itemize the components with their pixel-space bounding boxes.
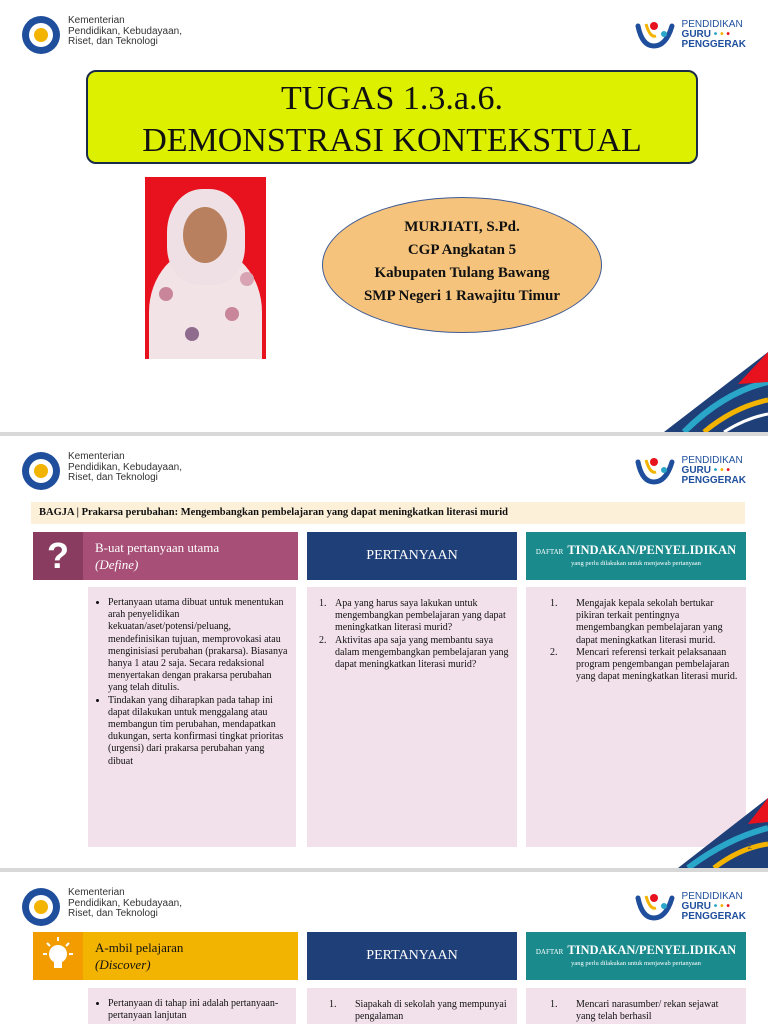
question-mark-icon	[33, 532, 83, 580]
pgp-line: PENDIDIKAN	[681, 455, 743, 466]
corner-decoration-icon	[678, 798, 768, 868]
slide-title	[0, 0, 768, 432]
kementerian-line: Kementerian	[68, 15, 125, 26]
pgp-line: PENGGERAK	[681, 39, 746, 50]
guidance-item: • Pertanyaan utama dibuat untuk menentukan arah penyelidikan kekuatan/aset/potensi/peluang, mendefinisikan tujuan, memprovokasi atau menginisiasi perubahan (prakarsa). Biasanya hanya 1 atau 2 saja. Secara redaksional menyertakan dengan prakarsa perubahan yang telah ditulis.	[108, 597, 290, 695]
action-item: 1. Mencari narasumber/ rekan sejawat yang telah berhasil	[560, 999, 738, 1023]
title-line-2: DEMONSTRASI KONTEKSTUAL	[142, 122, 642, 159]
action-header-big: TINDAKAN/PENYELIDIKAN	[567, 943, 737, 957]
kementerian-line: Pendidikan, Kebudayaan,	[68, 461, 182, 473]
define-subtitle: (Define)	[95, 557, 139, 572]
guru-penggerak-icon	[634, 454, 676, 488]
title-line-1: TUGAS 1.3.a.6.	[281, 80, 503, 117]
question-item: 2. Aktivitas apa saja yang membantu saya dalam mengembangkan pembelajaran yang dapat meningkatkan literasi murid?	[329, 635, 509, 672]
guru-penggerak-logo: PENDIDIKAN GURU • • • PENGGERAK	[634, 454, 746, 488]
action-header-sub: yang perlu dilakukan untuk menjawab pertanyaan	[571, 560, 701, 567]
guru-penggerak-icon	[634, 18, 676, 52]
slide-bagja-define	[0, 436, 768, 868]
title-box	[86, 70, 698, 164]
author-school: SMP Negeri 1 Rawajitu Timur	[363, 288, 561, 304]
question-cell	[307, 587, 517, 847]
tut-wuri-logo-icon	[22, 16, 60, 54]
pgp-line: PENGGERAK	[681, 475, 746, 486]
bagja-banner: BAGJA | Prakarsa perubahan: Mengembangkan pembelajaran yang dapat meningkatkan literasi murid	[31, 502, 745, 524]
action-header	[526, 932, 746, 980]
pgp-line: PENDIDIKAN	[681, 891, 743, 902]
lightbulb-icon	[33, 932, 83, 980]
author-info-ellipse	[322, 197, 602, 333]
pgp-line: GURU	[681, 465, 711, 476]
kementerian-line: Pendidikan, Kebudayaan,	[68, 25, 182, 37]
kementerian-header	[22, 888, 182, 926]
discover-guidance-cell	[88, 988, 296, 1024]
question-header: PERTANYAAN	[307, 932, 517, 980]
action-cell	[526, 988, 746, 1024]
pgp-line: PENDIDIKAN	[681, 19, 743, 30]
define-guidance-cell	[88, 587, 296, 847]
question-item: 1. Apa yang harus saya lakukan untuk mengembangkan pembelajaran yang dapat meningkatkan literasi murid?	[329, 598, 509, 635]
tut-wuri-logo-icon	[22, 888, 60, 926]
action-header-big: TINDAKAN/PENYELIDIKAN	[567, 543, 737, 557]
page-number: 2	[747, 842, 752, 851]
corner-decoration-icon	[664, 352, 768, 432]
question-mark-glyph: ?	[47, 535, 69, 576]
discover-header	[33, 932, 298, 980]
guru-penggerak-icon	[634, 890, 676, 924]
kementerian-header	[22, 452, 182, 490]
guidance-item: • Tindakan yang diharapkan pada tahap ini dapat dilakukan untuk menggalang atau membangun tim perubahan, mendapatkan dukungan, serta konfirmasi tingkat prioritas (urgensi) dari prakarsa perubahan yang dibuat	[108, 695, 290, 768]
question-item: 1. Siapakah di sekolah yang mempunyai pengalaman	[339, 999, 509, 1023]
action-header	[526, 532, 746, 580]
action-item: 2. Mencari referensi terkait pelaksanaan program pengembangan pembelajaran yang dapat meningkatkan literasi murid.	[560, 647, 738, 684]
guru-penggerak-logo: PENDIDIKAN GURU • • • PENGGERAK	[634, 18, 746, 52]
kementerian-line: Riset, dan Teknologi	[68, 908, 158, 919]
author-name: MURJIATI, S.Pd.	[404, 219, 520, 235]
discover-title: A-mbil pelajaran	[95, 940, 184, 955]
guidance-item: • Pertanyaan di tahap ini adalah pertanyaan-pertanyaan lanjutan	[108, 998, 290, 1022]
action-item: 1. Mengajak kepala sekolah bertukar pikiran terkait pentingnya mengembangkan pembelajaran yang dapat meningkatkan literasi murid.	[560, 598, 738, 647]
kementerian-line: Kementerian	[68, 451, 125, 462]
kementerian-line: Riset, dan Teknologi	[68, 472, 158, 483]
tut-wuri-logo-icon	[22, 452, 60, 490]
guru-penggerak-logo: PENDIDIKAN GURU • • • PENGGERAK	[634, 890, 746, 924]
define-title: B-uat pertanyaan utama	[95, 540, 220, 555]
author-district: Kabupaten Tulang Bawang	[374, 265, 550, 281]
kementerian-line: Kementerian	[68, 887, 125, 898]
profile-photo	[145, 177, 266, 359]
pgp-line: GURU	[681, 29, 711, 40]
action-header-small: DAFTAR	[535, 548, 564, 556]
question-cell	[307, 988, 517, 1024]
discover-subtitle: (Discover)	[95, 957, 151, 972]
action-header-small: DAFTAR	[535, 948, 564, 956]
question-header: PERTANYAAN	[307, 532, 517, 580]
kementerian-line: Riset, dan Teknologi	[68, 36, 158, 47]
pgp-line: GURU	[681, 901, 711, 912]
define-header	[33, 532, 298, 580]
action-header-sub: yang perlu dilakukan untuk menjawab pertanyaan	[571, 960, 701, 967]
kementerian-header	[22, 16, 182, 54]
pgp-line: PENGGERAK	[681, 911, 746, 922]
author-batch: CGP Angkatan 5	[407, 242, 517, 258]
kementerian-line: Pendidikan, Kebudayaan,	[68, 897, 182, 909]
slide-bagja-discover	[0, 872, 768, 1024]
